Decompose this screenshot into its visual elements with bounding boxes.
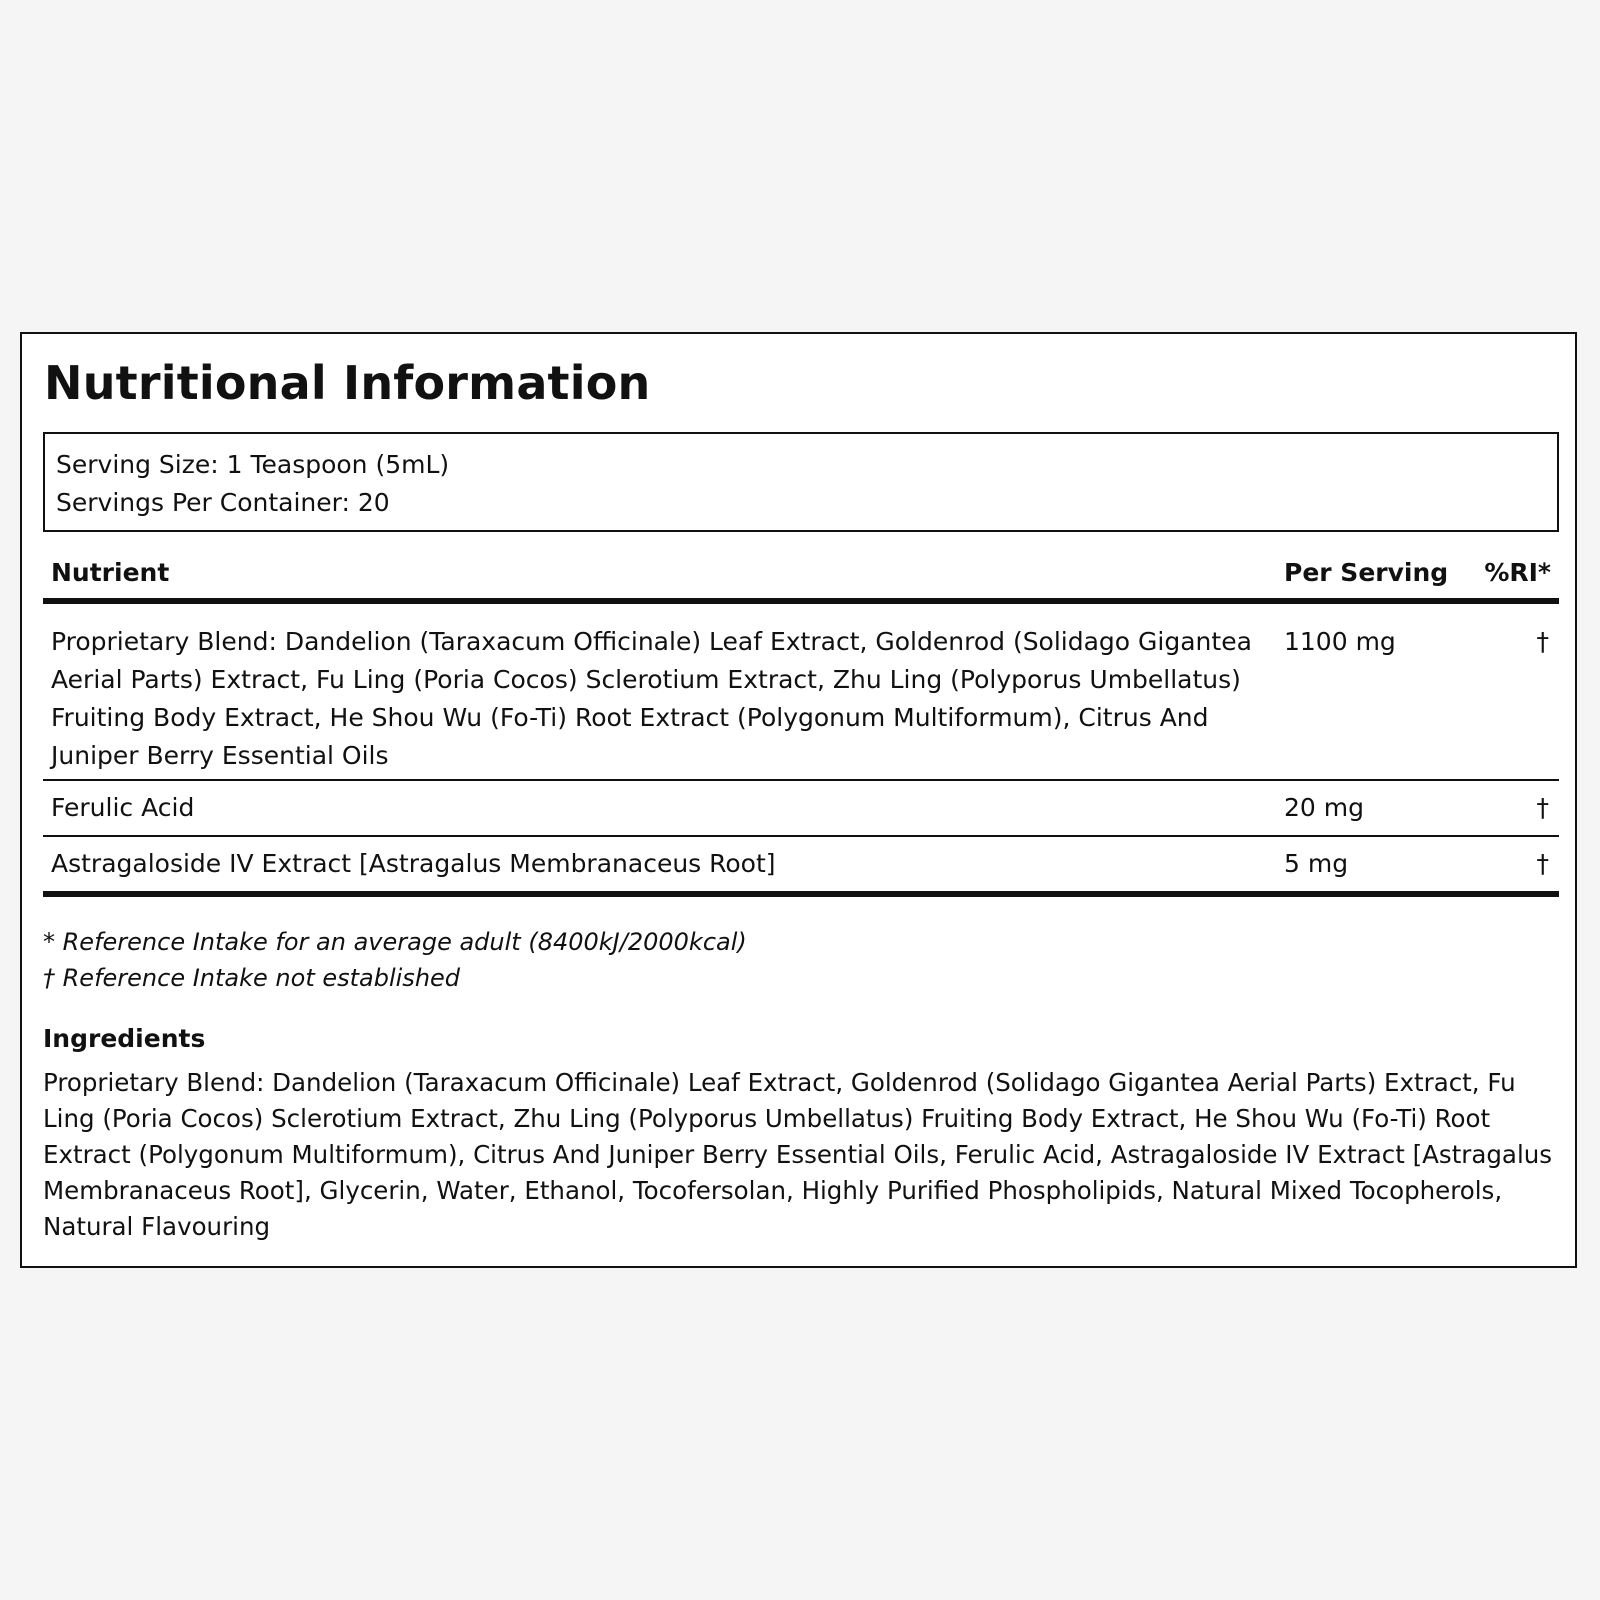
panel-title: Nutritional Information — [44, 356, 651, 410]
header-per-serving: Per Serving — [1284, 558, 1449, 587]
nutrition-panel — [20, 332, 1577, 1268]
nutrient-ri: † — [1536, 627, 1549, 656]
nutrient-table — [43, 552, 1559, 897]
footnote-not-established: † Reference Intake not established — [43, 964, 461, 992]
header-ri: %RI* — [1484, 558, 1551, 587]
footnote-ri-definition: * Reference Intake for an average adult (8400kJ/2000kcal) — [43, 928, 747, 956]
ingredients-text: Proprietary Blend: Dandelion (Taraxacum Officinale) Leaf Extract, Goldenrod (Solidago Gigantea Aerial Parts) Extract, Fu Ling (Poria Cocos) Sclerotium Extract, Zhu Ling (Polyporus Umbellatus) Fruiting Body Extract, He Shou Wu (Fo-Ti) Root Extract (Polygonum Multiformum), Citrus And Juniper Berry Essential Oils, Ferulic Acid, Astragaloside IV Extract [Astragalus Membranaceus Root], Glycerin, Water, Ethanol, Tocofersolan, Highly Purified Phospholipids, Natural Mixed Tocopherols, Natural Flavouring — [43, 1068, 1553, 1241]
table-row — [43, 837, 1559, 897]
nutrient-ri: † — [1536, 793, 1549, 822]
serving-info-box — [43, 432, 1559, 532]
nutrient-ri: † — [1536, 849, 1549, 878]
ingredients-heading: Ingredients — [43, 1024, 206, 1053]
nutrient-amount: 20 mg — [1284, 793, 1364, 822]
header-nutrient: Nutrient — [51, 558, 170, 587]
table-header — [43, 552, 1559, 604]
nutrient-name: Astragaloside IV Extract [Astragalus Membranaceus Root] — [51, 849, 776, 878]
nutrient-name: Proprietary Blend: Dandelion (Taraxacum Officinale) Leaf Extract, Goldenrod (Solidago Gigantea Aerial Parts) Extract, Fu Ling (Poria Cocos) Sclerotium Extract, Zhu Ling (Polyporus Umbellatus) Fruiting Body Extract, He Shou Wu (Fo-Ti) Root Extract (Polygonum Multiformum), Citrus And Juniper Berry Essential Oils — [51, 627, 1252, 770]
serving-size: Serving Size: 1 Teaspoon (5mL) — [56, 450, 450, 479]
nutrient-name: Ferulic Acid — [51, 793, 195, 822]
table-row — [43, 781, 1559, 837]
nutrient-amount: 1100 mg — [1284, 627, 1396, 656]
nutrient-amount: 5 mg — [1284, 849, 1349, 878]
table-row — [43, 604, 1559, 781]
footnotes — [43, 924, 747, 996]
servings-per-container: Servings Per Container: 20 — [56, 488, 390, 517]
